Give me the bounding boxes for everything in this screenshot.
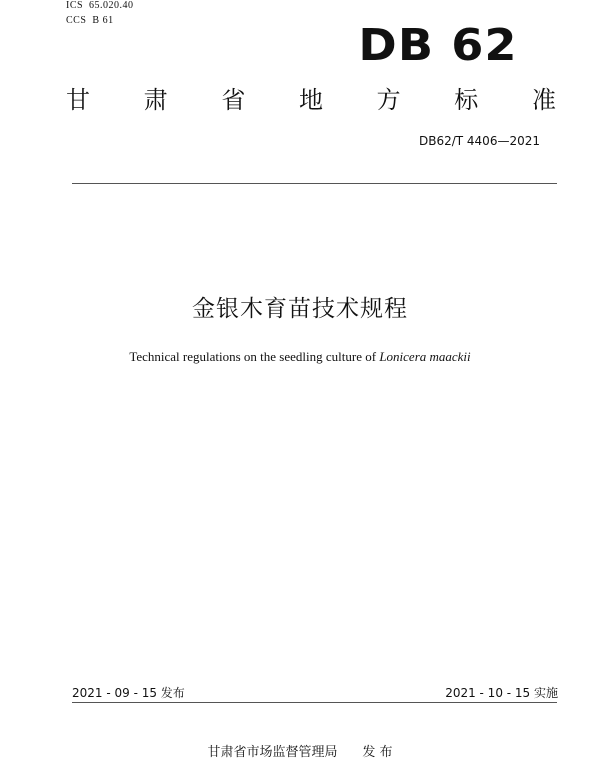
standard-type-char: 方	[376, 86, 401, 114]
species-name: Lonicera maackii	[379, 349, 471, 364]
ics-code: ICS 65.020.40	[66, 0, 134, 11]
standard-type-char: 标	[454, 86, 479, 114]
standard-type-heading	[66, 84, 556, 116]
document-title-chinese: 金银木育苗技术规程	[192, 296, 408, 322]
ccs-code: CCS B 61	[66, 15, 114, 26]
issuer-name: 甘肃省市场监督管理局	[207, 745, 338, 760]
footer-divider	[72, 702, 557, 703]
standard-number: DB62/T 4406—2021	[418, 134, 540, 148]
issue-label: 发 布	[362, 745, 393, 760]
document-title-english	[0, 349, 600, 365]
standard-type-char: 甘	[66, 86, 90, 114]
db-logo: DB 62	[358, 20, 518, 71]
standard-type-char: 省	[221, 86, 246, 114]
standard-type-char: 肃	[143, 86, 168, 114]
english-title-prefix: Technical regulations on the seedling culture of	[129, 349, 380, 364]
standard-type-char: 地	[298, 86, 323, 114]
standard-type-char: 准	[531, 86, 556, 114]
issuer-line	[0, 745, 600, 761]
issue-date: 2021 - 09 - 15 发布	[72, 686, 185, 700]
implement-date: 2021 - 10 - 15 实施	[445, 686, 558, 700]
header-divider	[72, 183, 557, 184]
